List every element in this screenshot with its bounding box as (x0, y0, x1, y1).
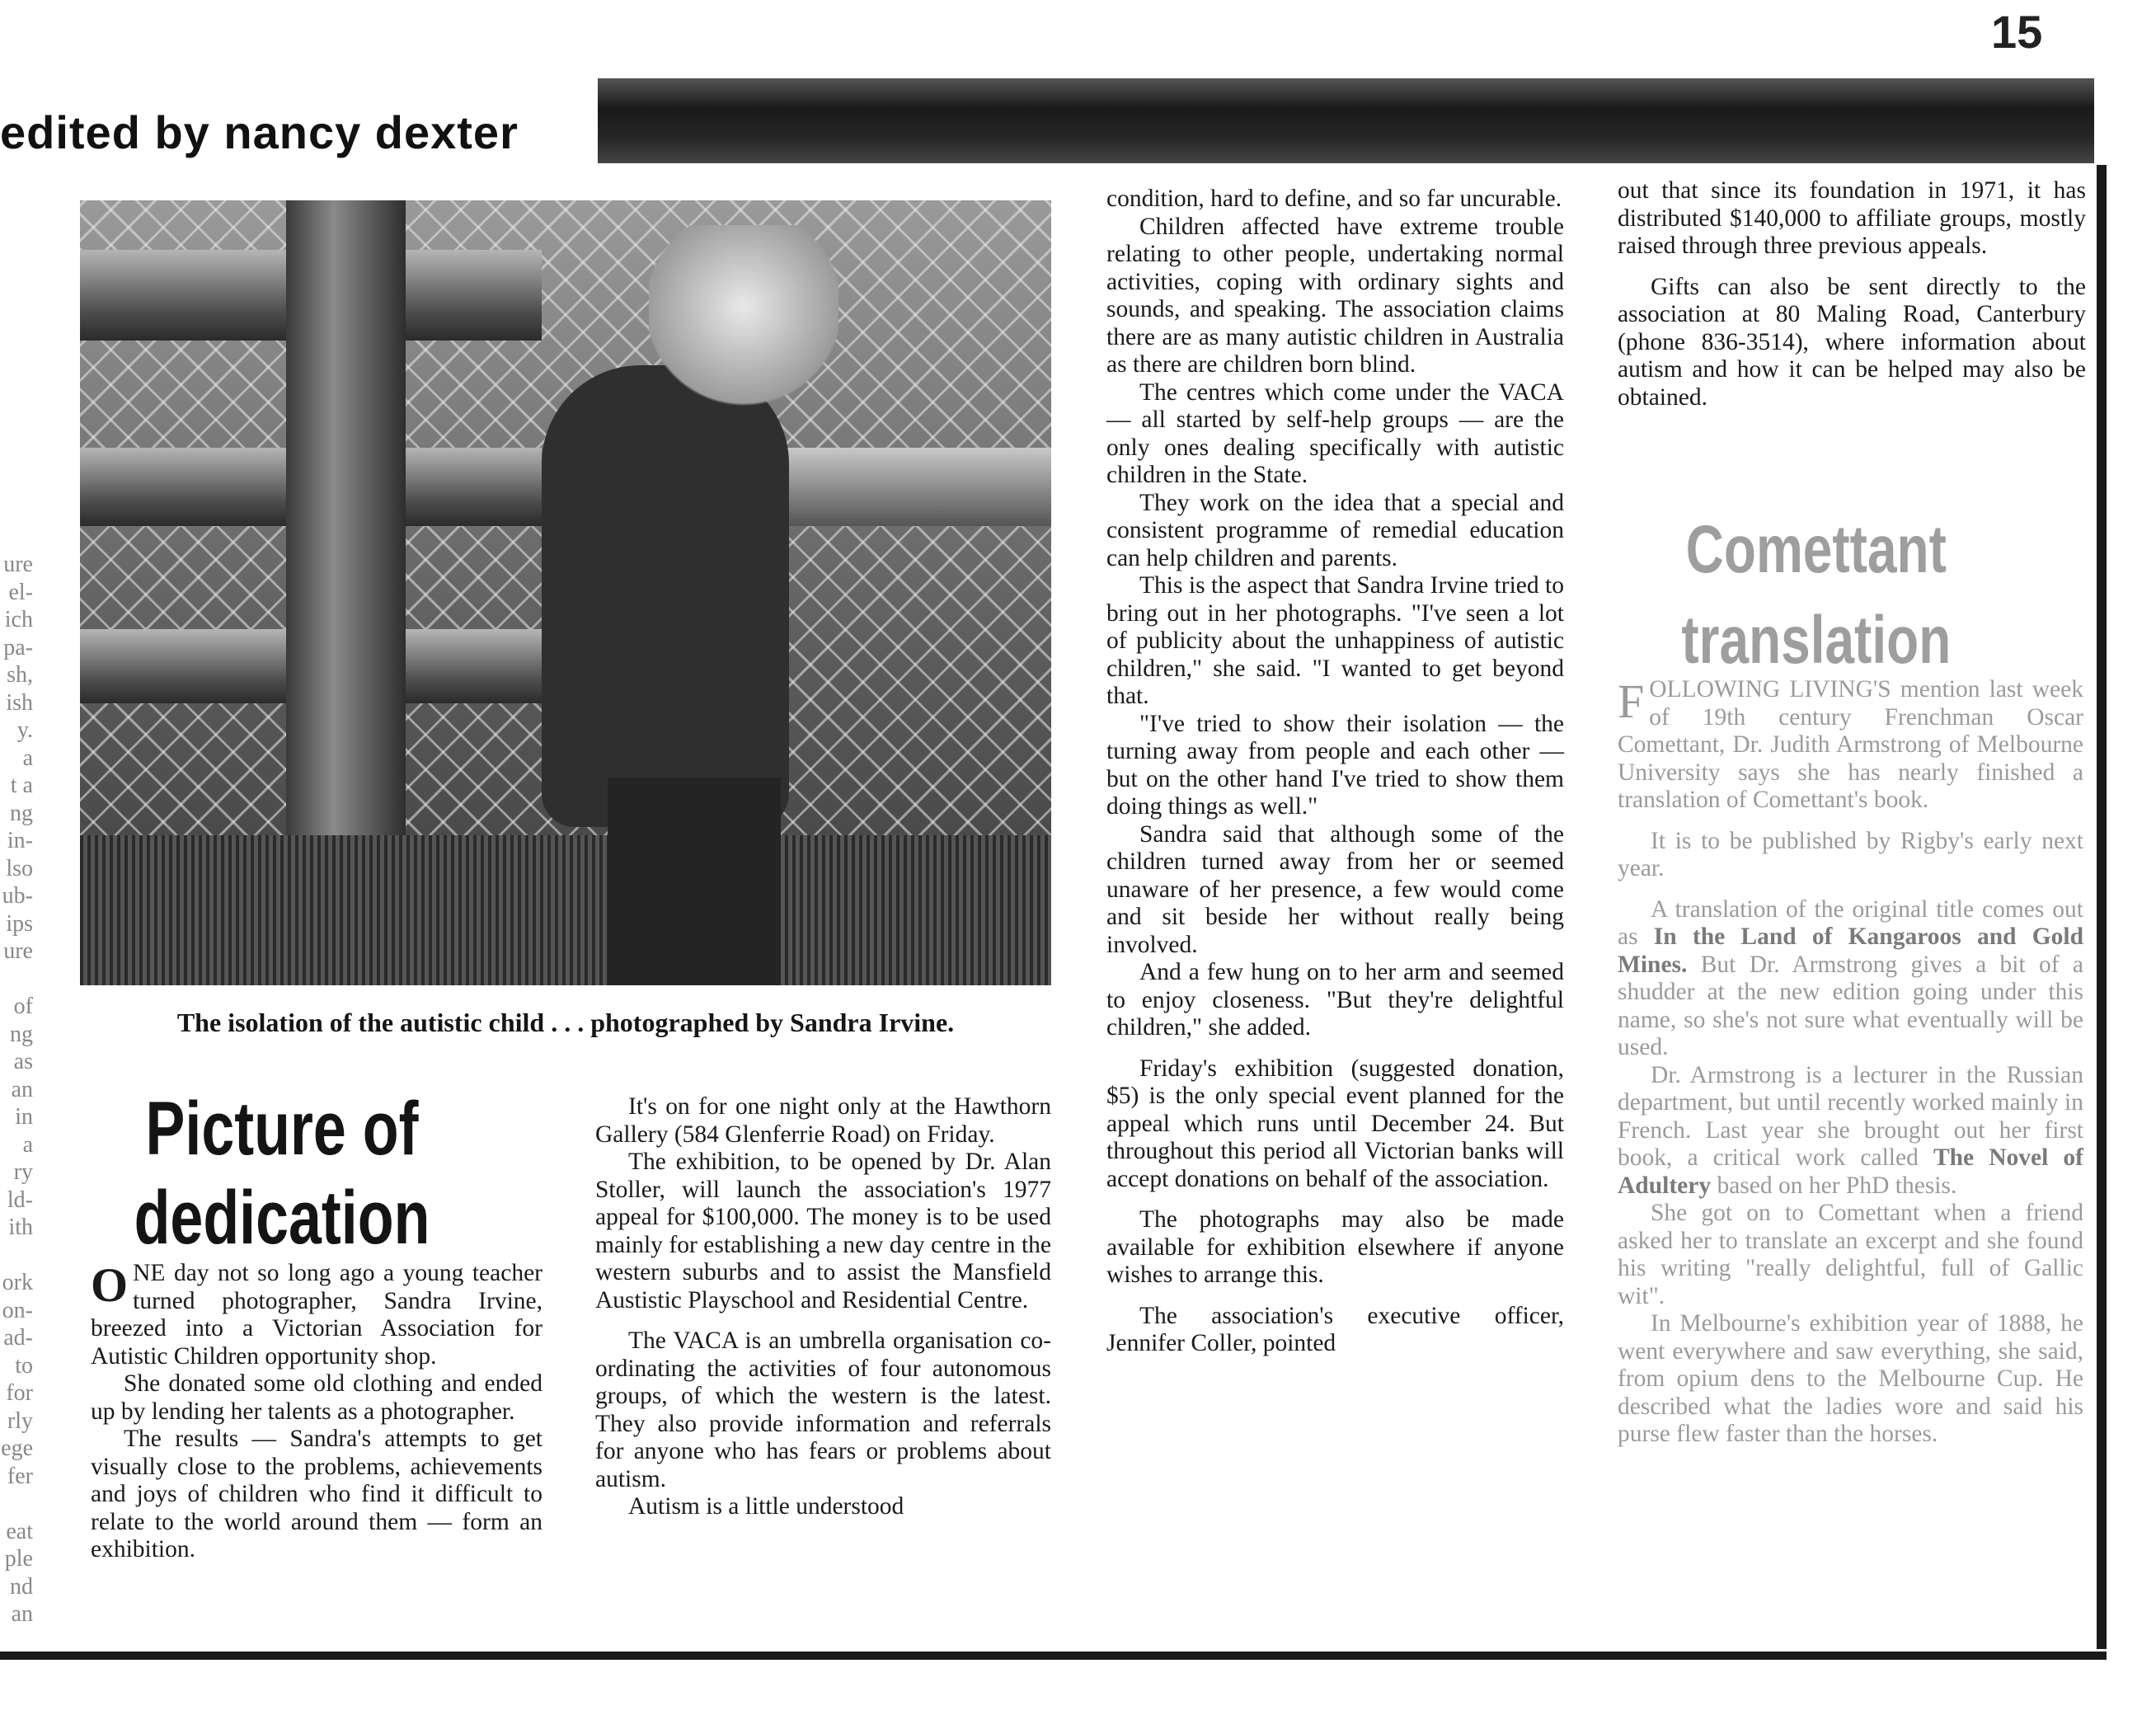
right-rule (2097, 165, 2107, 1649)
margin-fragment: for (6, 1380, 33, 1406)
article-paragraph: Children affected have extreme trouble relating to other people, undertaking normal activities, coping with ordinary sights and sounds, and speaking. The association claims there are as many autistic children in Australia as there are children born blind. (1106, 213, 1564, 378)
margin-fragment: in (15, 1104, 33, 1130)
photo-child-head (649, 225, 838, 406)
book-title: In the Land of Kangaroos and Gold Mines. (1618, 923, 2084, 978)
article-paragraph: This is the aspect that Sandra Irvine tried to bring out in her photographs. "I've seen a lot of publicity about the unhappiness of autistic children," she said. "I wanted to get beyond that. (1106, 572, 1564, 709)
margin-fragment: an (11, 1076, 33, 1102)
margin-fragment: ork (2, 1270, 33, 1295)
article-paragraph: out that since its foundation in 1971, it has distributed $140,000 to affiliate groups, mostly raised through three previous appeals. (1618, 177, 2086, 259)
header-bar (598, 78, 2094, 163)
margin-fragment: lso (6, 855, 33, 881)
section-header: edited by nancy dexter (0, 106, 519, 158)
margin-fragment: el- (8, 579, 33, 605)
article-paragraph: "I've tried to show their isolation — the turning away from people and each other — but on the other hand I've tried to show them doing things as well." (1106, 710, 1564, 820)
margin-fragment: ith (8, 1215, 33, 1240)
photo-caption: The isolation of the autistic child . . . photographed by Sandra Irvine. (176, 1008, 955, 1037)
article-paragraph: Autism is a little understood (628, 1493, 904, 1520)
photo-autistic-child (80, 200, 1051, 985)
margin-fragment: ips (6, 910, 33, 937)
page-number: 15 (1991, 6, 2043, 58)
photo-ground (80, 835, 1051, 985)
margin-fragment: rly (7, 1407, 33, 1434)
margin-fragment: in- (7, 828, 33, 853)
margin-fragment: ng (10, 800, 33, 826)
article-column-1 (91, 1260, 543, 1564)
margin-fragment: of (13, 994, 33, 1019)
margin-fragment: an (11, 1601, 33, 1627)
margin-fragment (0, 1242, 33, 1270)
margin-fragment (0, 1490, 33, 1518)
margin-fragment: ure (3, 938, 33, 964)
margin-fragment: ub- (2, 883, 33, 909)
margin-fragment: ure (3, 552, 33, 577)
sidebar-column (1618, 676, 2083, 1449)
sidebar-paragraph: It is to be published by Rigby's early next year. (1618, 827, 2083, 881)
article-column-4 (1618, 177, 2086, 411)
photo-child-legs (608, 778, 781, 985)
drop-cap: F (1618, 674, 1645, 728)
sidebar-paragraph: She got on to Comettant when a friend asked her to translate an excerpt and she found his writing "really delightful, full of Gallic wit". (1618, 1200, 2083, 1309)
drop-cap: O (91, 1258, 129, 1312)
margin-fragment (0, 966, 33, 994)
margin-fragment: eat (6, 1518, 33, 1544)
margin-fragment: nd (10, 1573, 33, 1600)
bottom-rule (0, 1652, 2107, 1660)
margin-fragment: to (15, 1352, 33, 1379)
article-paragraph: The results — Sandra's attempts to get visually close to the problems, achievements and joys of children who find it difficult to relate to the world around them — form an exhibition. (91, 1426, 543, 1562)
article-paragraph: And a few hung on to her arm and seemed to enjoy closeness. "But they're delightful children," she added. (1106, 959, 1564, 1041)
sidebar-paragraph: A translation of the original title comes out as In the Land of Kangaroos and Gold Mines. But Dr. Armstrong gives a bit of a shudder at the new edition going under this name, so she's not sure what eventually will be used. (1618, 895, 2084, 1060)
margin-fragment: pa- (3, 634, 33, 660)
sidebar-paragraph: Dr. Armstrong is a lecturer in the Russian department, but until recently worked mainly in French. Last year she brought out her first book, a critical work called The Novel of Adultery based on her PhD thesis. (1618, 1061, 2083, 1199)
margin-fragment: ich (4, 607, 33, 632)
article-paragraph: They work on the idea that a special and consistent programme of remedial education can help children and parents. (1106, 489, 1564, 571)
margin-fragment: sh, (7, 662, 33, 688)
article-paragraph: condition, hard to define, and so far uncurable. (1106, 186, 1562, 212)
margin-fragment: fer (7, 1463, 33, 1489)
article-paragraph: ONE day not so long ago a young teacher turned photographer, Sandra Irvine, breezed into a Victorian Association for Autistic Children opportunity shop. (91, 1258, 543, 1370)
margin-fragment: ry (13, 1159, 33, 1185)
book-title: The Novel of Adultery (1618, 1144, 2083, 1199)
photo-child-figure (542, 365, 789, 827)
margin-fragment: a (22, 745, 33, 771)
margin-fragment: ish (6, 689, 33, 716)
margin-fragment: on- (2, 1297, 33, 1323)
margin-fragment: ld- (7, 1186, 33, 1213)
sidebar-paragraph: FOLLOWING LIVING'S mention last week of 19th century Frenchman Oscar Comettant, Dr. Judith Armstrong of Melbourne University says she has nearly finished a translation of Comettant's book. (1618, 674, 2083, 813)
article-paragraph: It's on for one night only at the Hawthorn Gallery (584 Glenferrie Road) on Friday. (595, 1093, 1051, 1148)
margin-fragment: ad- (3, 1325, 33, 1351)
article-paragraph: The association's executive officer, Jennifer Coller, pointed (1106, 1302, 1564, 1356)
margin-fragment: y. (16, 717, 33, 743)
left-margin-fragments (0, 551, 33, 1628)
article-headline: Picture of dedication (134, 1087, 430, 1260)
margin-fragment: ege (1, 1435, 33, 1461)
article-paragraph: Gifts can also be sent directly to the association at 80 Maling Road, Canterbury (phone 836-3514), where information about autism and how it can be helped may also be obtained. (1618, 273, 2086, 411)
article-paragraph: Friday's exhibition (suggested donation, $5) is the only special event planned for the appeal which runs until December 24. But throughout this period all Victorian banks will accept donations on behalf of the association. (1106, 1055, 1564, 1192)
margin-fragment: t a (10, 773, 33, 798)
article-column-3 (1106, 186, 1564, 1358)
margin-fragment: as (13, 1049, 33, 1074)
sidebar-headline: Comettant translation (1681, 512, 1952, 678)
article-paragraph: The photographs may also be made available for exhibition elsewhere if anyone wishes to arrange this. (1106, 1206, 1564, 1288)
article-paragraph: The centres which come under the VACA — all started by self-help groups — are the only ones dealing specifically with autistic children in the State. (1106, 378, 1564, 488)
margin-fragment: ple (4, 1546, 33, 1572)
margin-fragment: a (22, 1131, 33, 1158)
article-paragraph: The exhibition, to be opened by Dr. Alan Stoller, will launch the association's 1977 appeal for $100,000. The money is to be used mainly for establishing a new day centre in the western suburbs and to assist the Mansfield Austistic Playschool and Residential Centre. (595, 1149, 1051, 1313)
article-paragraph: The VACA is an umbrella organisation co-ordinating the activities of four autonomous groups, of which the western is the latest. They also provide information and referrals for anyone who has fears or problems about autism. (595, 1327, 1051, 1492)
sidebar-paragraph: In Melbourne's exhibition year of 1888, he went everywhere and saw everything, she said, from opium dens to the Melbourne Cup. He described what the ladies wore and said his purse flew faster than the horses. (1618, 1310, 2083, 1447)
photo-fence-bar (756, 448, 1051, 526)
article-paragraph: She donated some old clothing and ended up by lending her talents as a photographer. (91, 1370, 543, 1425)
article-paragraph: Sandra said that although some of the children turned away from her or seemed unaware of her presence, a few would come and sit beside her without really being involved. (1106, 820, 1564, 958)
margin-fragment: ng (10, 1021, 33, 1047)
article-column-2 (595, 1093, 1051, 1521)
